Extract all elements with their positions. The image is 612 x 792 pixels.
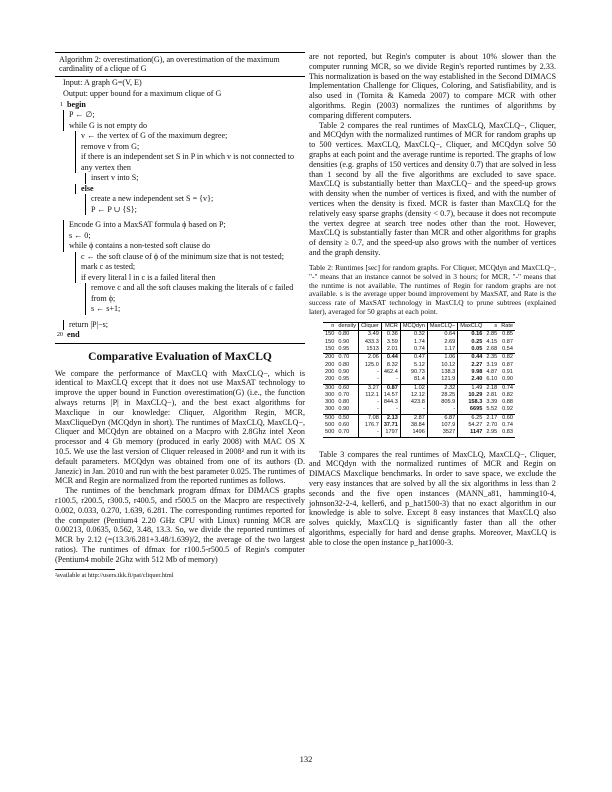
table-cell: 176.7 (359, 422, 382, 429)
column-header: n (323, 323, 336, 331)
table-cell: 1.74 (400, 339, 427, 346)
table-cell: 2.95 (486, 429, 498, 436)
table-cell: 5.52 (486, 406, 498, 413)
table-cell: 0.95 (338, 346, 350, 353)
table-cell: 5.12 (400, 362, 427, 369)
body-paragraph: The runtimes of the benchmark program dfmax for DIMACS graphs r100.5, r200.5, r300.5, r400.5, and r500.5 on the Macpro are respectively 0.002, 0.033, 0.270, 1.639, 6.281. The corresponding runtimes reported for the computer (Pentium4 2.20 GHz CPU with Linux) running MCR are 0.00213, 0.0635, 0.562, 3.48, 13.3. So, we divide the reported runtimes of MCR by 2.12 (=(13.3/6.281+3.48/1.639)/2, the average of the two largest ratios). The runtimes of dfmax for r100.5-r500.5 of Regin's computer (Pentium4 mobile 2Ghz with 512 Mb of memory) (55, 486, 305, 564)
table-cell: - (427, 406, 457, 414)
column-header: MCR (381, 323, 400, 331)
table-cell: 2.27 (458, 362, 485, 369)
table-cell: - (381, 406, 400, 414)
algorithm-input: Input: A graph G=(V, E) (63, 77, 142, 87)
table-cell: 6695 (458, 406, 485, 414)
table-cell: 81.4 (400, 376, 427, 384)
table-row (323, 331, 515, 339)
table-row (323, 384, 515, 392)
results-table (323, 322, 515, 437)
table-cell: 3.19 (486, 361, 498, 368)
table-cell: 125.0 (359, 362, 382, 369)
column-header: MaxCLQ (458, 323, 485, 331)
table-cell: 0.16 (458, 331, 485, 339)
table-cell: 200 (325, 376, 335, 383)
table-cell: 2.13 (381, 414, 400, 422)
table-cell: 0.44 (458, 354, 485, 362)
table-cell: 1513 (359, 346, 382, 354)
algo-line: s ← 0; (63, 231, 305, 242)
column-header: MCQdyn (400, 323, 427, 331)
body-paragraph: Table 2 compares the real runtimes of MaxCLQ, MaxCLQ−, Cliquer, and MCQdyn with the normalized runtimes of MCR for random graphs up to 500 vertices. MaxCLQ, MaxCLQ−, Cliquer, and MCQdyn solve 50 graphs at each point and the average runtime is reported. The graphs of low densities (e.g. graphs of 150 vertices and density 0.7) that are solved in less than 1 second by all the five algorithms are excluded to save space. MaxCLQ is substantially better than MaxCLQ− and the speed-up grows with density when the number of vertices is fixed, and with the number of vertices when the density is fixed. MCR is faster than MaxCLQ for the relatively easy sparse graphs (density < 0.7), because it does not recompute the vertex degree at search tree nodes other than the root. However, MaxCLQ is substantially faster than MCR and other algorithms for graphs of density ≥ 0.7, and the speed-up also grows with the number of vertices and the graph density. (309, 120, 556, 257)
table-row (323, 422, 515, 429)
table-cell: 10.29 (458, 392, 485, 399)
table-cell: 0.70 (336, 429, 358, 437)
table-cell: 200 (325, 361, 335, 368)
algorithm-output: Output: upper bound for a maximum clique of G (63, 89, 222, 99)
table-cell: 0.90 (338, 406, 350, 413)
table-cell: - (381, 376, 400, 384)
table-cell: 0.54 (502, 346, 514, 353)
table-cell: 0.80 (338, 361, 350, 368)
table-cell: 1.49 (458, 384, 485, 392)
table-cell: 0.90 (502, 376, 514, 383)
table-cell: 158.3 (458, 399, 485, 406)
table-cell: 10.12 (427, 362, 457, 369)
table-cell: 2.18 (486, 384, 498, 391)
table-cell: 0.70 (336, 354, 358, 362)
table-cell: 500 (325, 429, 335, 436)
algo-line: while G is not empty do (63, 121, 305, 132)
table-cell: 0.50 (336, 414, 358, 422)
table-cell: 112.1 (359, 392, 382, 399)
table-cell: - (359, 406, 382, 414)
column-header: MaxCLQ− (427, 323, 457, 331)
table-cell: 0.25 (458, 339, 485, 346)
table-cell: 0.60 (338, 422, 350, 429)
table-cell: 4.87 (486, 368, 498, 375)
table-cell: 0.90 (338, 338, 350, 345)
table-cell: 7.08 (359, 414, 382, 422)
algo-line: remove v from G; (75, 142, 305, 153)
table-row (323, 362, 515, 369)
table-cell: 1147 (458, 429, 485, 437)
table-row (323, 354, 515, 362)
table-cell: 423.8 (400, 399, 427, 406)
table-cell: 1496 (400, 429, 427, 437)
table-cell: 3.59 (381, 339, 400, 346)
table-cell: 2.06 (359, 354, 382, 362)
table-cell: 150 (325, 331, 335, 338)
table-cell: 0.32 (400, 331, 427, 339)
table-cell: 0.74 (400, 346, 427, 354)
algo-line: Encode G into a MaxSAT formula ϕ based on P; (63, 220, 305, 231)
table-cell: 0.80 (338, 399, 350, 406)
table-cell: 0.47 (400, 354, 427, 362)
algo-line: 1 begin (59, 99, 86, 109)
table-cell: 90.73 (400, 369, 427, 376)
algorithm-lines (55, 100, 305, 343)
algo-line: 20 end (56, 330, 80, 340)
table-cell: 3.27 (359, 384, 382, 392)
table-cell: 0.87 (502, 361, 514, 368)
algo-line: if every literal l in c is a failed literal then (75, 273, 305, 284)
column-header: density (336, 323, 358, 331)
table-cell: 844.3 (381, 399, 400, 406)
table-cell: 0.36 (381, 331, 400, 339)
table-cell: 0.87 (381, 384, 400, 392)
table-cell: 0.60 (499, 414, 515, 422)
table-cell: 107.9 (427, 422, 457, 429)
table-cell: 300 (325, 384, 335, 391)
table-cell: 300 (325, 406, 335, 413)
algo-line: mark c as tested; (75, 262, 305, 273)
footnote: ²available at http://users.tkk.fi/pat/cliquer.html (55, 571, 174, 579)
table-cell: 3.39 (486, 399, 498, 406)
algo-line: return |P|−s; (63, 320, 305, 331)
table-cell: 1.06 (427, 354, 457, 362)
table-body (323, 331, 515, 437)
table-cell: 2.81 (486, 391, 498, 398)
table-cell: 0.70 (338, 391, 350, 398)
table-cell: 1.17 (427, 346, 457, 354)
body-paragraph: We compare the performance of MaxCLQ with MaxCLQ−, which is identical to MaxCLQ except that it does not use MaxSAT technology to improve the upper bound in Function overestimation(G) (i.e., the function always returns |P| in MaxCLQ−), and the best exact algorithms for Maxclique in our knowledge: Cliquer, Algorithm Regin, MCR, MaxCliqueDyn (MCQdyn in short). The runtimes of MaxCLQ, MaxCLQ−, Cliquer and MCQdyn are obtained on a Macpro with 2.8Ghz intel Xeon processor and 4 Gb memory (produced in early 2008) with MAC OS X 10.5. We use the last version of Cliquer released in 2008² and run it with its default parameters. MCQdyn was obtained from one of its authors (D. Janezic) in Jan. 2010 and run with the best parameter 0.025. The runtimes of MCR and Regin are normalized from the reported runtimes as follows. (55, 368, 305, 486)
table-cell: 0.60 (336, 384, 358, 392)
table-cell: 0.64 (427, 331, 457, 339)
table-cell: 6.25 (458, 414, 485, 422)
table-row (323, 406, 515, 414)
table-cell: - (359, 429, 382, 437)
algo-line: v ← the vertex of G of the maximum degree; (75, 131, 305, 142)
table-cell: 300 (325, 399, 335, 406)
table-cell: 37.71 (381, 422, 400, 429)
table-cell: 2.35 (486, 354, 498, 361)
table-cell: 0.44 (381, 354, 400, 362)
table-cell: 2.87 (400, 414, 427, 422)
body-paragraph: are not reported, but Regin's computer is about 10% slower than the computer running MCR, so we divide Regin's reported runtimes by 2.33. This normalization is based on the way established in the Second DIMACS Implementation Challenge for Cliques, Coloring, and Satisfiability, and is also used in (Tomita & Kameda 2007) to compare MCR with other algorithms. Regin (2003) normalizes the runtimes of algorithms by comparing different computers. (309, 52, 556, 120)
table-cell: 2.70 (486, 422, 498, 429)
column-header: Cliquer (359, 323, 382, 331)
table-cell: 2.68 (486, 346, 498, 353)
algo-line: c ← the soft clause of ϕ of the minimum size that is not tested; (75, 252, 305, 263)
algo-line: P ← P ∪ {S}; (85, 205, 305, 216)
table-row (323, 414, 515, 422)
column-header: s (484, 323, 499, 331)
table-cell: 0.90 (338, 368, 350, 375)
table-cell: 150 (325, 338, 335, 345)
table-cell: 0.87 (502, 338, 514, 345)
table-cell: 2.85 (486, 331, 498, 338)
algo-line: while ϕ contains a non-tested soft clause do (63, 241, 305, 252)
table-cell: 28.25 (427, 392, 457, 399)
table-row (323, 369, 515, 376)
algo-line: else (75, 184, 305, 195)
table-cell: 3.49 (359, 331, 382, 339)
table-cell: 1.02 (400, 384, 427, 392)
table-cell: 1797 (381, 429, 400, 437)
table-cell: - (400, 406, 427, 414)
table-cell: 2.32 (427, 384, 457, 392)
algo-line: create a new independent set S = {v}; (85, 194, 305, 205)
table-cell: 0.05 (458, 346, 485, 354)
table-cell: 0.82 (499, 354, 515, 362)
table-cell: 2.40 (458, 376, 485, 384)
table-row (323, 376, 515, 384)
table-cell: 12.12 (400, 392, 427, 399)
table-cell: 138.3 (427, 369, 457, 376)
table-cell: - (359, 369, 382, 376)
table-row (323, 346, 515, 354)
table-cell: - (359, 376, 382, 384)
table-cell: 38.84 (400, 422, 427, 429)
table-cell: 6.10 (486, 376, 498, 383)
table-cell: 0.80 (336, 331, 358, 339)
table-caption: Table 2: Runtimes [sec] for random graphs. For Cliquer, MCQdyn and MaxCLQ−, "-" means that an instance cannot be solved in 3 hours; for MCR, "-" means that the runtime is not available. The runtimes of Regin for random graphs are not available. s is the average upper bound improvement by MaxSAT, and Rate is the success rate of MaxSAT technology in MaxCLQ to prune subtrees (explained later), averaged for 50 graphs at each point. (309, 262, 556, 317)
table-row (323, 429, 515, 437)
table-cell: 54.27 (458, 422, 485, 429)
table-cell: 3527 (427, 429, 457, 437)
table-cell: 4.15 (486, 338, 498, 345)
table-cell: 0.74 (499, 384, 515, 392)
algo-line: remove c and all the soft clauses making the literals of c failed from ϕ; (85, 283, 305, 304)
table-cell: 0.92 (502, 406, 514, 413)
table-cell: 200 (325, 368, 335, 375)
table-cell: 0.91 (502, 368, 514, 375)
algo-line: s ← s+1; (85, 304, 305, 315)
table-cell: 805.9 (427, 399, 457, 406)
table-row (323, 392, 515, 399)
table-cell: 121.9 (427, 376, 457, 384)
table-cell: 2.01 (381, 346, 400, 354)
section-title: Comparative Evaluation of MaxCLQ (88, 350, 272, 363)
table-cell: - (359, 399, 382, 406)
table-cell: 462.4 (381, 369, 400, 376)
body-paragraph: Table 3 compares the real runtimes of MaxCLQ, MaxCLQ−, Cliquer, and MCQdyn with the normalized runtimes of MCR and Regin on DIMACS Maxclique benchmarks. In order to save space, we exclude the very easy instances that are solved by all the six algorithms in less than 2 seconds and the five open instances (MANN_a81, hamming10-4, johnson32-2-4, keller6, and p_hat1500-3) that no exact algorithm in our knowledge is able to solve. Except 8 easy instances that MaxCLQ also solves quickly, MaxCLQ is significantly faster than all the other algorithms, especially for hard and dense graphs. Moreover, MaxCLQ is able to close the open instance p_hat1000-3. (309, 449, 556, 547)
table-cell: 8.32 (381, 362, 400, 369)
left-column (55, 52, 305, 580)
table-cell: 6.87 (427, 414, 457, 422)
table-cell: 500 (325, 414, 335, 421)
table-cell: 2.69 (427, 339, 457, 346)
table-cell: 0.83 (499, 429, 515, 437)
page-number: 132 (299, 754, 313, 764)
table-cell: 150 (325, 346, 335, 353)
table-cell: 433.3 (359, 339, 382, 346)
table-cell: 0.74 (502, 422, 514, 429)
table-cell: 9.98 (458, 369, 485, 376)
right-column (309, 52, 556, 548)
table-row (323, 399, 515, 406)
table-cell: 500 (325, 422, 335, 429)
algorithm-caption: Algorithm 2: overestimation(G), an overestimation of the maximum cardinality of a clique of G (55, 53, 305, 77)
algo-line: insert v into S; (85, 173, 305, 184)
algo-line: P ← ∅; (63, 110, 305, 121)
algorithm-box (55, 52, 305, 344)
table-cell: 14.57 (381, 392, 400, 399)
algo-line: if there is an independent set S in P in which v is not connected to any vertex then (75, 152, 305, 173)
table-cell: 0.85 (499, 331, 515, 339)
table-row (323, 339, 515, 346)
column-header: Rate (501, 323, 514, 330)
footnote-rule (55, 569, 115, 570)
table-cell: 200 (325, 354, 335, 361)
table-header-row (323, 323, 515, 331)
table-cell: 0.82 (502, 391, 514, 398)
table-cell: 300 (325, 391, 335, 398)
table-cell: 2.17 (486, 414, 498, 421)
table-cell: 0.88 (502, 399, 514, 406)
table-cell: 0.95 (338, 376, 350, 383)
